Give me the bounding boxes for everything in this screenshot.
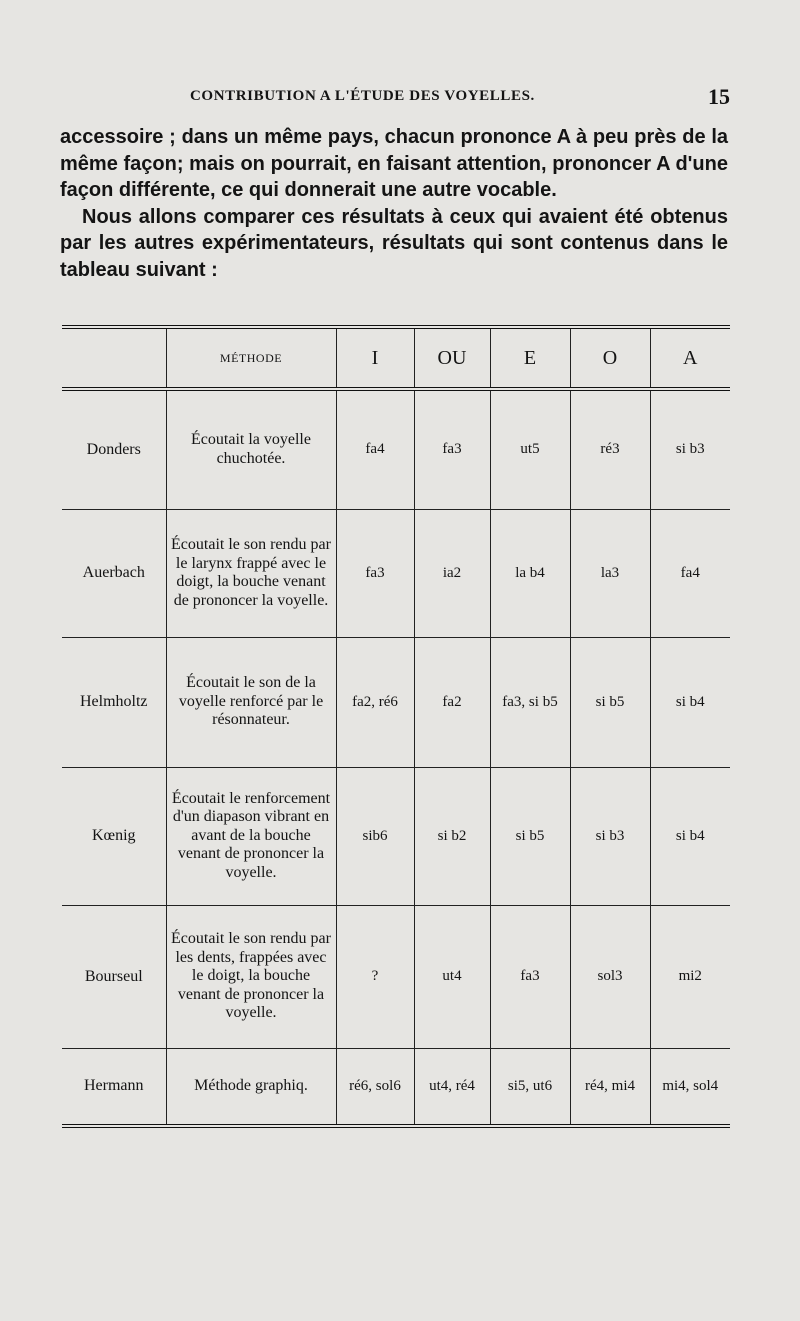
- method-description: Écoutait le son rendu par les dents, frappées avec le doigt, la bouche venant de prononcer la voyelle.: [166, 905, 336, 1048]
- page-number: 15: [708, 84, 730, 109]
- table-row: [62, 637, 730, 767]
- running-head: [60, 86, 730, 114]
- experimenter-name: Hermann: [62, 1048, 166, 1126]
- note-cell: si b3: [570, 767, 650, 905]
- note-cell: fa4: [650, 509, 730, 637]
- header-vowel-o: O: [570, 327, 650, 389]
- experimenter-name: Donders: [62, 389, 166, 509]
- header-vowel-i: I: [336, 327, 414, 389]
- note-cell: ré4, mi4: [570, 1048, 650, 1126]
- body-text: [60, 124, 728, 283]
- paragraph: Nous allons comparer ces résultats à ceux qui avaient été obtenus par les autres expérimentateurs, résultats qui sont contenus dans le tableau suivant :: [60, 205, 728, 281]
- experimenter-name: Kœnig: [62, 767, 166, 905]
- header-method: MÉTHODE: [166, 327, 336, 389]
- note-cell: ré3: [570, 389, 650, 509]
- note-cell: fa3, si b5: [490, 637, 570, 767]
- header-name-cell: [62, 327, 166, 389]
- experimenter-name: Helmholtz: [62, 637, 166, 767]
- note-cell: fa2: [414, 637, 490, 767]
- note-cell: ut5: [490, 389, 570, 509]
- note-cell: si b4: [650, 767, 730, 905]
- note-cell: mi2: [650, 905, 730, 1048]
- note-cell: si b2: [414, 767, 490, 905]
- note-cell: si b3: [650, 389, 730, 509]
- table-row: [62, 389, 730, 509]
- note-cell: sib6: [336, 767, 414, 905]
- note-cell: ré6, sol6: [336, 1048, 414, 1126]
- note-cell: sol3: [570, 905, 650, 1048]
- note-cell: si5, ut6: [490, 1048, 570, 1126]
- note-cell: si b5: [490, 767, 570, 905]
- comparison-table: [62, 325, 730, 1128]
- note-cell: la3: [570, 509, 650, 637]
- header-vowel-ou: OU: [414, 327, 490, 389]
- note-cell: ut4: [414, 905, 490, 1048]
- note-cell: fa3: [414, 389, 490, 509]
- note-cell: si b4: [650, 637, 730, 767]
- method-description: Méthode graphiq.: [166, 1048, 336, 1126]
- header-vowel-a: A: [650, 327, 730, 389]
- method-description: Écoutait le son rendu par le larynx frappé avec le doigt, la bouche venant de prononcer la voyelle.: [166, 509, 336, 637]
- note-cell: mi4, sol4: [650, 1048, 730, 1126]
- experimenter-name: Auerbach: [62, 509, 166, 637]
- note-cell: fa3: [336, 509, 414, 637]
- table-row: [62, 767, 730, 905]
- note-cell: fa2, ré6: [336, 637, 414, 767]
- method-description: Écoutait le son de la voyelle renforcé par le résonnateur.: [166, 637, 336, 767]
- experimenter-name: Bourseul: [62, 905, 166, 1048]
- note-cell: ut4, ré4: [414, 1048, 490, 1126]
- note-cell: la b4: [490, 509, 570, 637]
- header-vowel-e: E: [490, 327, 570, 389]
- note-cell: fa3: [490, 905, 570, 1048]
- paragraph: accessoire ; dans un même pays, chacun prononce A à peu près de la même façon; mais on pourrait, en faisant attention, prononcer A d'une façon différente, ce qui donnerait une autre vocable.: [60, 126, 728, 201]
- table-header-row: [62, 327, 730, 389]
- note-cell: si b5: [570, 637, 650, 767]
- note-cell: ?: [336, 905, 414, 1048]
- note-cell: ia2: [414, 509, 490, 637]
- note-cell: fa4: [336, 389, 414, 509]
- table-row: [62, 1048, 730, 1126]
- running-title: CONTRIBUTION A L'ÉTUDE DES VOYELLES.: [190, 88, 535, 104]
- method-description: Écoutait le renforcement d'un diapason vibrant en avant de la bouche venant de prononcer la voyelle.: [166, 767, 336, 905]
- table-row: [62, 509, 730, 637]
- method-description: Écoutait la voyelle chuchotée.: [166, 389, 336, 509]
- table-row: [62, 905, 730, 1048]
